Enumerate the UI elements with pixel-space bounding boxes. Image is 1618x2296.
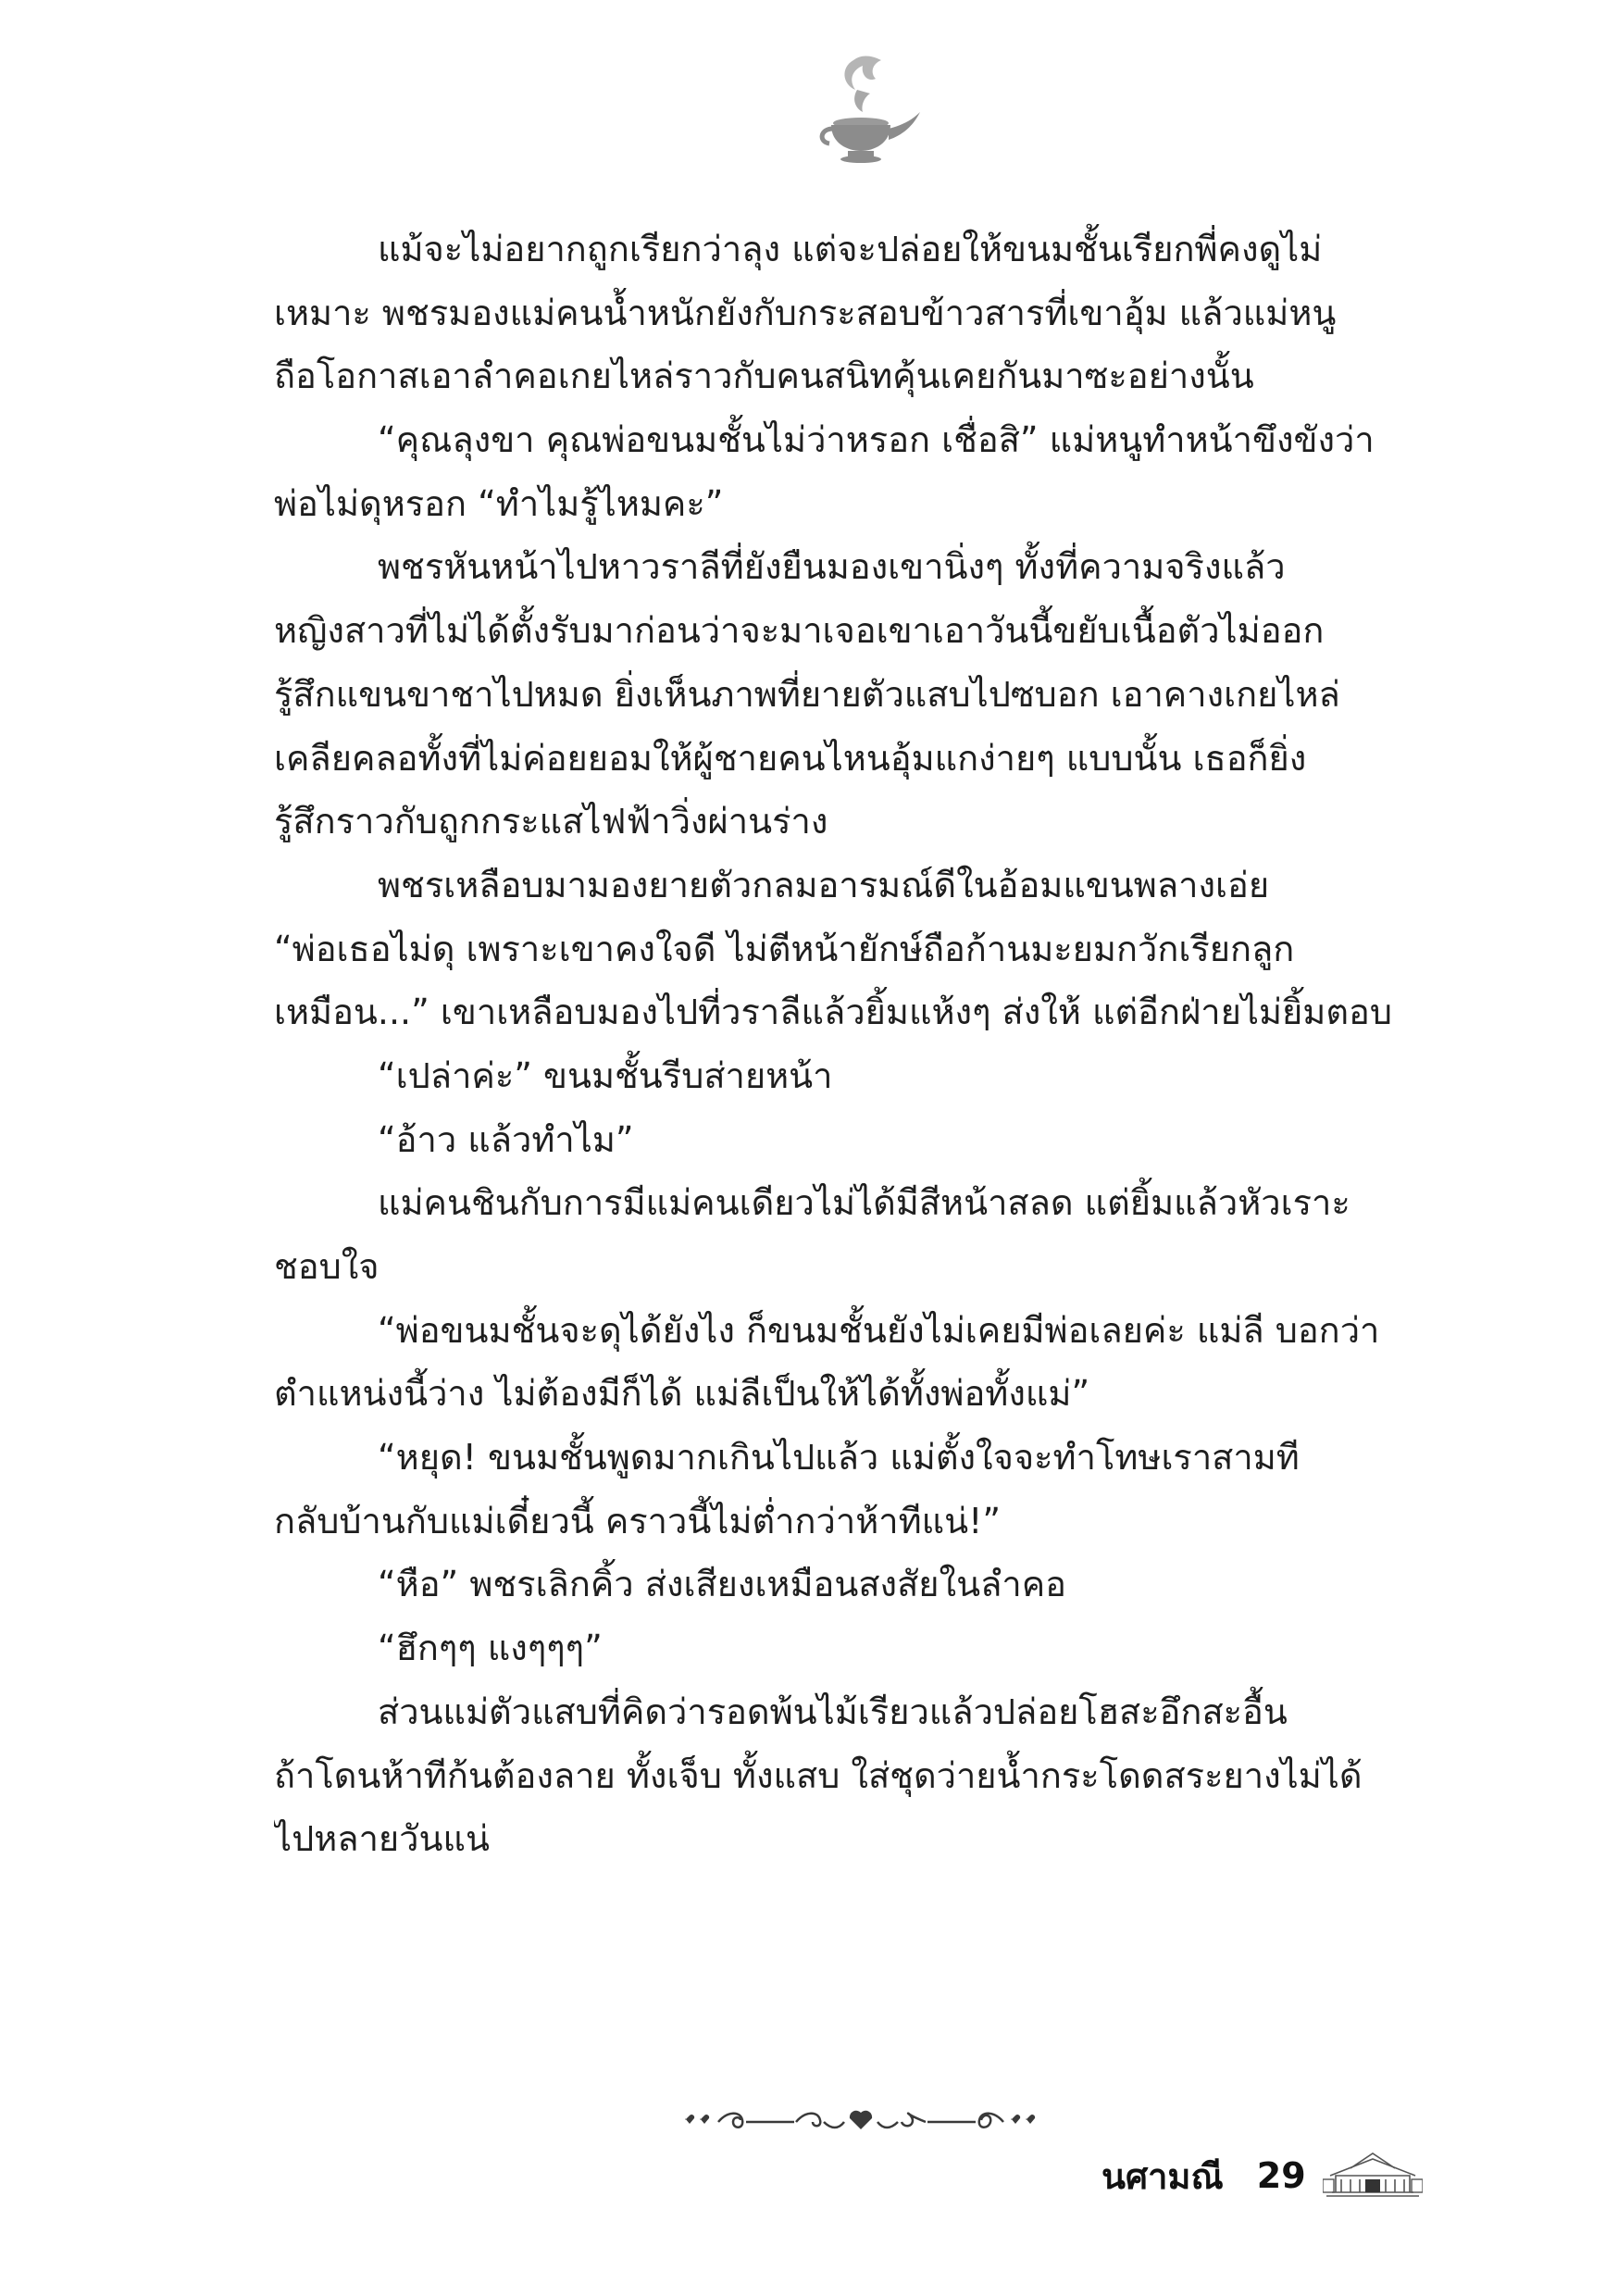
paragraph-line: “เปล่าค่ะ” ขนมชั้นรีบส่ายหน้า <box>378 1054 833 1096</box>
paragraph-line: พชรเหลือบมามองยายตัวกลมอารมณ์ดีในอ้อมแขนพลางเอ่ย <box>378 864 1270 905</box>
paragraph-line: พชรหันหน้าไปหาวราลีที่ยังยืนมองเขานิ่งๆ ทั้งที่ความจริงแล้ว <box>378 546 1286 588</box>
heart-swirl-divider-icon <box>676 2102 1046 2142</box>
paragraph-line: “หือ” พชรเลิกคิ้ว ส่งเสียงเหมือนสงสัยในลำคอ <box>378 1564 1066 1605</box>
body-text <box>274 218 1466 1871</box>
paragraph-line: เคลียคลอทั้งที่ไม่ค่อยยอมให้ผู้ชายคนไหนอุ้มแกง่ายๆ แบบนั้น เธอก็ยิ่ง <box>274 737 1307 779</box>
paragraph-line: “พ่อเธอไม่ดุ เพราะเขาคงใจดี ไม่ตีหน้ายักษ์ถือก้านมะยมกวักเรียกลูก <box>274 928 1295 969</box>
paragraph-line: ตำแหน่งนี้ว่าง ไม่ต้องมีก็ได้ แม่ลีเป็นให้ได้ทั้งพ่อทั้งแม่” <box>274 1373 1090 1415</box>
paragraph-line: “อ้าว แล้วทำไม” <box>378 1118 634 1160</box>
paragraph-line: ชอบใจ <box>274 1246 380 1287</box>
paragraph-line: “พ่อขนมชั้นจะดุได้ยังไง ก็ขนมชั้นยังไม่เคยมีพ่อเลยค่ะ แม่ลี บอกว่า <box>378 1309 1380 1351</box>
paragraph-line: ส่วนแม่ตัวแสบที่คิดว่ารอดพ้นไม้เรียวแล้วปล่อยโฮสะอึกสะอื้น <box>378 1691 1288 1732</box>
paragraph-line: ถ้าโดนห้าทีก้นต้องลาย ทั้งเจ็บ ทั้งแสบ ใส่ชุดว่ายน้ำกระโดดสระยางไม่ได้ <box>274 1754 1363 1796</box>
book-title: นศามณี <box>1101 2155 1224 2197</box>
paragraph-line: พ่อไม่ดุหรอก “ทำไมรู้ไหมคะ” <box>274 482 724 524</box>
paragraph-line: กลับบ้านกับแม่เดี๋ยวนี้ คราวนี้ไม่ต่ำกว่าห้าทีแน่!” <box>274 1500 1002 1541</box>
paragraph-line: ถือโอกาสเอาลำคอเกยไหล่ราวกับคนสนิทคุ้นเคยกันมาซะอย่างนั้น <box>274 356 1254 397</box>
paragraph-line: “คุณลุงขา คุณพ่อขนมชั้นไม่ว่าหรอก เชื่อสิ” แม่หนูทำหน้าขึงขังว่า <box>378 419 1375 461</box>
palace-icon <box>1323 2152 1423 2200</box>
paragraph-line: แม้จะไม่อยากถูกเรียกว่าลุง แต่จะปล่อยให้ขนมชั้นเรียกพี่คงดูไม่ <box>378 229 1323 269</box>
paragraph-line: ไปหลายวันแน่ <box>274 1818 490 1860</box>
paragraph-line: รู้สึกแขนขาชาไปหมด ยิ่งเห็นภาพที่ยายตัวแสบไปซบอก เอาคางเกยไหล่ <box>274 673 1340 715</box>
paragraph-line: “หยุด! ขนมชั้นพูดมากเกินไปแล้ว แม่ตั้งใจจะทำโทษเราสามที <box>378 1437 1300 1479</box>
paragraph-line: หญิงสาวที่ไม่ได้ตั้งรับมาก่อนว่าจะมาเจอเขาเอาวันนี้ขยับเนื้อตัวไม่ออก <box>274 610 1325 652</box>
genie-lamp-icon <box>796 51 926 167</box>
paragraph-line: เหมือน...” เขาเหลือบมองไปที่วราลีแล้วยิ้มแห้งๆ ส่งให้ แต่อีกฝ่ายไม่ยิ้มตอบ <box>274 992 1392 1033</box>
paragraph-line: รู้สึกราวกับถูกกระแสไฟฟ้าวิ่งผ่านร่าง <box>274 801 828 842</box>
paragraph-line: เหมาะ พชรมองแม่คนน้ำหนักยังกับกระสอบข้าวสารที่เขาอุ้ม แล้วแม่หนู <box>274 292 1337 333</box>
paragraph-line: แม่คนชินกับการมีแม่คนเดียวไม่ได้มีสีหน้าสลด แต่ยิ้มแล้วหัวเราะ <box>378 1182 1350 1224</box>
page-footer <box>1101 2148 1423 2203</box>
page-number: 29 <box>1256 2155 1306 2196</box>
paragraph-line: “ฮึกๆๆ แงๆๆๆ” <box>378 1628 603 1669</box>
